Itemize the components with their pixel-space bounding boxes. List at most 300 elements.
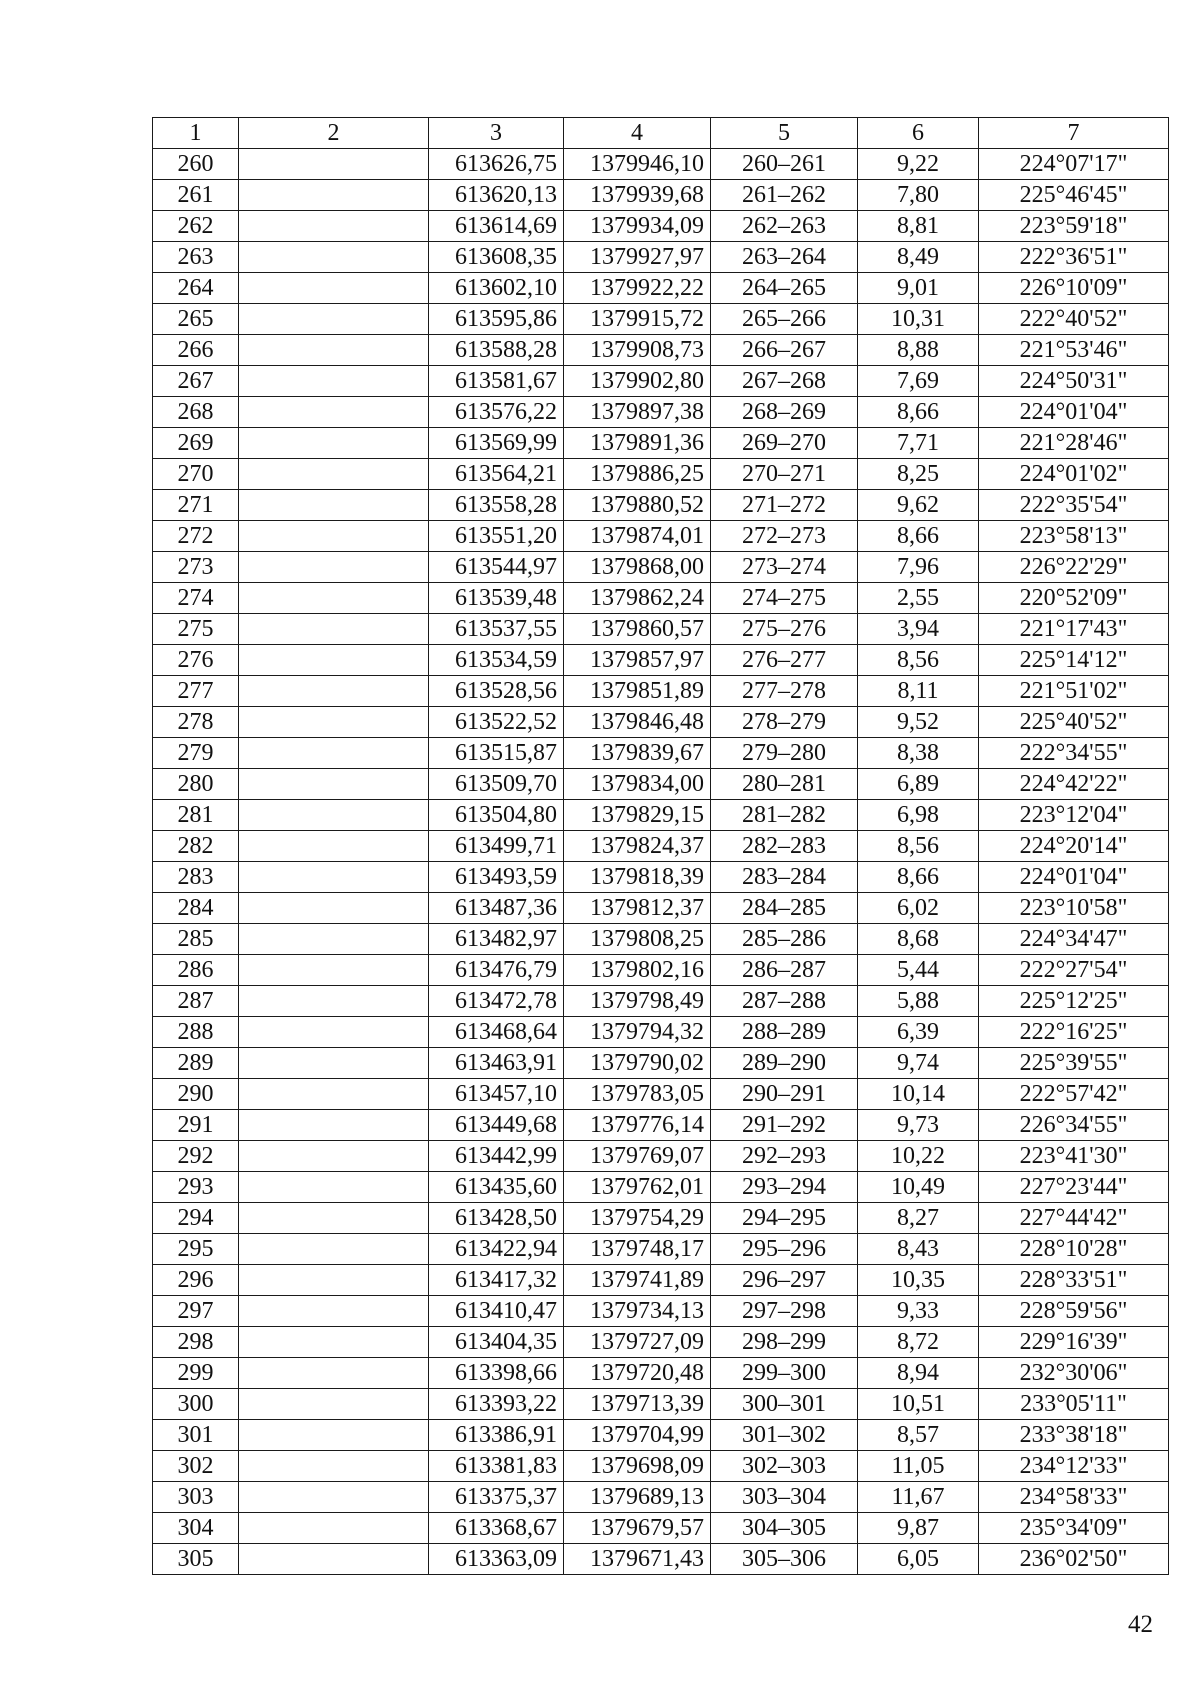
cell-column-2 <box>239 304 429 335</box>
cell-length: 8,94 <box>858 1358 979 1389</box>
cell-segment: 278–279 <box>711 707 858 738</box>
table-row <box>153 149 1169 180</box>
cell-length: 10,31 <box>858 304 979 335</box>
cell-y-coordinate: 1379860,57 <box>564 614 711 645</box>
cell-bearing: 223°10'58" <box>979 893 1169 924</box>
cell-segment: 276–277 <box>711 645 858 676</box>
table-row <box>153 242 1169 273</box>
cell-point-number: 298 <box>153 1327 239 1358</box>
cell-bearing: 222°36'51" <box>979 242 1169 273</box>
header-cell-segment: 5 <box>711 118 858 149</box>
cell-y-coordinate: 1379790,02 <box>564 1048 711 1079</box>
cell-segment: 275–276 <box>711 614 858 645</box>
cell-segment: 270–271 <box>711 459 858 490</box>
cell-y-coordinate: 1379698,09 <box>564 1451 711 1482</box>
cell-length: 8,88 <box>858 335 979 366</box>
table-row <box>153 1389 1169 1420</box>
cell-length: 9,52 <box>858 707 979 738</box>
cell-segment: 281–282 <box>711 800 858 831</box>
table-row <box>153 614 1169 645</box>
cell-column-2 <box>239 1513 429 1544</box>
cell-point-number: 286 <box>153 955 239 986</box>
cell-point-number: 285 <box>153 924 239 955</box>
cell-point-number: 260 <box>153 149 239 180</box>
cell-x-coordinate: 613393,22 <box>429 1389 564 1420</box>
cell-bearing: 224°50'31" <box>979 366 1169 397</box>
cell-x-coordinate: 613476,79 <box>429 955 564 986</box>
cell-bearing: 224°01'04" <box>979 397 1169 428</box>
cell-x-coordinate: 613487,36 <box>429 893 564 924</box>
cell-point-number: 293 <box>153 1172 239 1203</box>
cell-length: 7,80 <box>858 180 979 211</box>
cell-segment: 268–269 <box>711 397 858 428</box>
cell-bearing: 226°34'55" <box>979 1110 1169 1141</box>
cell-length: 6,39 <box>858 1017 979 1048</box>
cell-y-coordinate: 1379886,25 <box>564 459 711 490</box>
cell-length: 9,73 <box>858 1110 979 1141</box>
cell-x-coordinate: 613602,10 <box>429 273 564 304</box>
table-row <box>153 1234 1169 1265</box>
cell-point-number: 262 <box>153 211 239 242</box>
cell-x-coordinate: 613482,97 <box>429 924 564 955</box>
cell-x-coordinate: 613522,52 <box>429 707 564 738</box>
cell-column-2 <box>239 1172 429 1203</box>
cell-length: 9,62 <box>858 490 979 521</box>
cell-length: 8,25 <box>858 459 979 490</box>
cell-column-2 <box>239 583 429 614</box>
cell-column-2 <box>239 490 429 521</box>
cell-x-coordinate: 613499,71 <box>429 831 564 862</box>
cell-length: 8,66 <box>858 397 979 428</box>
table-row <box>153 1358 1169 1389</box>
cell-column-2 <box>239 1048 429 1079</box>
cell-point-number: 270 <box>153 459 239 490</box>
cell-column-2 <box>239 831 429 862</box>
cell-x-coordinate: 613435,60 <box>429 1172 564 1203</box>
cell-segment: 267–268 <box>711 366 858 397</box>
cell-y-coordinate: 1379946,10 <box>564 149 711 180</box>
table-row <box>153 1172 1169 1203</box>
cell-y-coordinate: 1379754,29 <box>564 1203 711 1234</box>
cell-y-coordinate: 1379818,39 <box>564 862 711 893</box>
table-row <box>153 1079 1169 1110</box>
cell-point-number: 274 <box>153 583 239 614</box>
cell-y-coordinate: 1379915,72 <box>564 304 711 335</box>
table-row <box>153 211 1169 242</box>
table-row <box>153 490 1169 521</box>
cell-bearing: 222°40'52" <box>979 304 1169 335</box>
cell-segment: 293–294 <box>711 1172 858 1203</box>
cell-column-2 <box>239 1296 429 1327</box>
cell-length: 8,72 <box>858 1327 979 1358</box>
table-row <box>153 676 1169 707</box>
cell-bearing: 233°38'18" <box>979 1420 1169 1451</box>
cell-y-coordinate: 1379897,38 <box>564 397 711 428</box>
cell-column-2 <box>239 1482 429 1513</box>
cell-x-coordinate: 613515,87 <box>429 738 564 769</box>
cell-y-coordinate: 1379939,68 <box>564 180 711 211</box>
table-row <box>153 1203 1169 1234</box>
cell-segment: 295–296 <box>711 1234 858 1265</box>
cell-bearing: 226°22'29" <box>979 552 1169 583</box>
cell-y-coordinate: 1379846,48 <box>564 707 711 738</box>
cell-x-coordinate: 613564,21 <box>429 459 564 490</box>
cell-bearing: 224°34'47" <box>979 924 1169 955</box>
cell-length: 7,96 <box>858 552 979 583</box>
table-row <box>153 1513 1169 1544</box>
cell-y-coordinate: 1379874,01 <box>564 521 711 552</box>
cell-column-2 <box>239 676 429 707</box>
cell-segment: 271–272 <box>711 490 858 521</box>
cell-x-coordinate: 613472,78 <box>429 986 564 1017</box>
cell-point-number: 302 <box>153 1451 239 1482</box>
cell-length: 8,38 <box>858 738 979 769</box>
table-row <box>153 552 1169 583</box>
cell-y-coordinate: 1379868,00 <box>564 552 711 583</box>
cell-bearing: 225°14'12" <box>979 645 1169 676</box>
cell-bearing: 223°59'18" <box>979 211 1169 242</box>
cell-y-coordinate: 1379783,05 <box>564 1079 711 1110</box>
cell-y-coordinate: 1379880,52 <box>564 490 711 521</box>
cell-y-coordinate: 1379839,67 <box>564 738 711 769</box>
table-row <box>153 180 1169 211</box>
cell-column-2 <box>239 149 429 180</box>
table-row <box>153 366 1169 397</box>
cell-column-2 <box>239 1203 429 1234</box>
cell-bearing: 226°10'09" <box>979 273 1169 304</box>
cell-bearing: 234°12'33" <box>979 1451 1169 1482</box>
cell-column-2 <box>239 1420 429 1451</box>
cell-length: 8,57 <box>858 1420 979 1451</box>
cell-column-2 <box>239 552 429 583</box>
table-row <box>153 397 1169 428</box>
cell-x-coordinate: 613468,64 <box>429 1017 564 1048</box>
table-row <box>153 583 1169 614</box>
cell-length: 10,51 <box>858 1389 979 1420</box>
cell-segment: 288–289 <box>711 1017 858 1048</box>
cell-bearing: 221°28'46" <box>979 428 1169 459</box>
cell-column-2 <box>239 707 429 738</box>
cell-point-number: 287 <box>153 986 239 1017</box>
cell-x-coordinate: 613463,91 <box>429 1048 564 1079</box>
cell-x-coordinate: 613569,99 <box>429 428 564 459</box>
cell-length: 2,55 <box>858 583 979 614</box>
cell-point-number: 290 <box>153 1079 239 1110</box>
cell-segment: 274–275 <box>711 583 858 614</box>
cell-segment: 269–270 <box>711 428 858 459</box>
cell-column-2 <box>239 397 429 428</box>
cell-y-coordinate: 1379769,07 <box>564 1141 711 1172</box>
cell-column-2 <box>239 800 429 831</box>
cell-length: 8,68 <box>858 924 979 955</box>
cell-length: 11,05 <box>858 1451 979 1482</box>
cell-length: 8,56 <box>858 831 979 862</box>
cell-length: 8,27 <box>858 1203 979 1234</box>
cell-point-number: 296 <box>153 1265 239 1296</box>
table-row <box>153 893 1169 924</box>
page-number: 42 <box>1128 1611 1153 1638</box>
cell-y-coordinate: 1379704,99 <box>564 1420 711 1451</box>
cell-segment: 264–265 <box>711 273 858 304</box>
table-row <box>153 924 1169 955</box>
cell-segment: 296–297 <box>711 1265 858 1296</box>
cell-x-coordinate: 613417,32 <box>429 1265 564 1296</box>
cell-segment: 301–302 <box>711 1420 858 1451</box>
cell-y-coordinate: 1379748,17 <box>564 1234 711 1265</box>
cell-bearing: 228°10'28" <box>979 1234 1169 1265</box>
cell-bearing: 225°39'55" <box>979 1048 1169 1079</box>
cell-point-number: 283 <box>153 862 239 893</box>
cell-segment: 294–295 <box>711 1203 858 1234</box>
cell-y-coordinate: 1379689,13 <box>564 1482 711 1513</box>
cell-length: 5,44 <box>858 955 979 986</box>
cell-x-coordinate: 613375,37 <box>429 1482 564 1513</box>
table-row <box>153 1420 1169 1451</box>
cell-x-coordinate: 613363,09 <box>429 1544 564 1575</box>
cell-point-number: 275 <box>153 614 239 645</box>
cell-y-coordinate: 1379679,57 <box>564 1513 711 1544</box>
table-row <box>153 1110 1169 1141</box>
cell-segment: 266–267 <box>711 335 858 366</box>
cell-segment: 290–291 <box>711 1079 858 1110</box>
cell-bearing: 234°58'33" <box>979 1482 1169 1513</box>
cell-bearing: 233°05'11" <box>979 1389 1169 1420</box>
cell-segment: 277–278 <box>711 676 858 707</box>
cell-bearing: 229°16'39" <box>979 1327 1169 1358</box>
cell-bearing: 223°58'13" <box>979 521 1169 552</box>
cell-segment: 292–293 <box>711 1141 858 1172</box>
table-row <box>153 1017 1169 1048</box>
cell-bearing: 221°53'46" <box>979 335 1169 366</box>
cell-y-coordinate: 1379908,73 <box>564 335 711 366</box>
cell-length: 6,05 <box>858 1544 979 1575</box>
cell-x-coordinate: 613608,35 <box>429 242 564 273</box>
cell-column-2 <box>239 521 429 552</box>
cell-segment: 287–288 <box>711 986 858 1017</box>
cell-length: 8,66 <box>858 862 979 893</box>
cell-point-number: 278 <box>153 707 239 738</box>
table-row <box>153 1048 1169 1079</box>
cell-length: 9,33 <box>858 1296 979 1327</box>
table-row <box>153 831 1169 862</box>
cell-length: 9,87 <box>858 1513 979 1544</box>
table-row <box>153 1482 1169 1513</box>
cell-point-number: 263 <box>153 242 239 273</box>
cell-segment: 305–306 <box>711 1544 858 1575</box>
cell-point-number: 297 <box>153 1296 239 1327</box>
cell-column-2 <box>239 273 429 304</box>
table-row <box>153 1451 1169 1482</box>
cell-segment: 282–283 <box>711 831 858 862</box>
cell-point-number: 305 <box>153 1544 239 1575</box>
cell-x-coordinate: 613509,70 <box>429 769 564 800</box>
cell-column-2 <box>239 955 429 986</box>
cell-column-2 <box>239 614 429 645</box>
cell-point-number: 273 <box>153 552 239 583</box>
cell-bearing: 222°35'54" <box>979 490 1169 521</box>
cell-point-number: 265 <box>153 304 239 335</box>
cell-point-number: 280 <box>153 769 239 800</box>
cell-segment: 286–287 <box>711 955 858 986</box>
cell-segment: 297–298 <box>711 1296 858 1327</box>
cell-length: 10,14 <box>858 1079 979 1110</box>
cell-segment: 279–280 <box>711 738 858 769</box>
cell-y-coordinate: 1379812,37 <box>564 893 711 924</box>
cell-x-coordinate: 613449,68 <box>429 1110 564 1141</box>
cell-y-coordinate: 1379902,80 <box>564 366 711 397</box>
cell-x-coordinate: 613528,56 <box>429 676 564 707</box>
cell-point-number: 289 <box>153 1048 239 1079</box>
cell-bearing: 224°20'14" <box>979 831 1169 862</box>
cell-segment: 284–285 <box>711 893 858 924</box>
cell-x-coordinate: 613493,59 <box>429 862 564 893</box>
cell-x-coordinate: 613504,80 <box>429 800 564 831</box>
cell-bearing: 224°07'17" <box>979 149 1169 180</box>
cell-bearing: 225°40'52" <box>979 707 1169 738</box>
cell-segment: 261–262 <box>711 180 858 211</box>
table-row <box>153 304 1169 335</box>
cell-bearing: 224°01'02" <box>979 459 1169 490</box>
cell-y-coordinate: 1379802,16 <box>564 955 711 986</box>
cell-x-coordinate: 613558,28 <box>429 490 564 521</box>
cell-point-number: 281 <box>153 800 239 831</box>
cell-x-coordinate: 613581,67 <box>429 366 564 397</box>
table-row <box>153 955 1169 986</box>
table-row <box>153 1327 1169 1358</box>
cell-column-2 <box>239 1327 429 1358</box>
cell-length: 8,66 <box>858 521 979 552</box>
cell-y-coordinate: 1379741,89 <box>564 1265 711 1296</box>
cell-length: 6,98 <box>858 800 979 831</box>
cell-segment: 299–300 <box>711 1358 858 1389</box>
cell-segment: 260–261 <box>711 149 858 180</box>
cell-y-coordinate: 1379671,43 <box>564 1544 711 1575</box>
cell-segment: 280–281 <box>711 769 858 800</box>
cell-bearing: 222°27'54" <box>979 955 1169 986</box>
cell-point-number: 294 <box>153 1203 239 1234</box>
table-row <box>153 738 1169 769</box>
cell-column-2 <box>239 335 429 366</box>
cell-bearing: 222°34'55" <box>979 738 1169 769</box>
cell-length: 9,01 <box>858 273 979 304</box>
cell-y-coordinate: 1379713,39 <box>564 1389 711 1420</box>
cell-length: 8,49 <box>858 242 979 273</box>
cell-point-number: 291 <box>153 1110 239 1141</box>
cell-point-number: 292 <box>153 1141 239 1172</box>
header-cell-point-number: 1 <box>153 118 239 149</box>
cell-x-coordinate: 613576,22 <box>429 397 564 428</box>
cell-column-2 <box>239 211 429 242</box>
cell-column-2 <box>239 1358 429 1389</box>
cell-x-coordinate: 613620,13 <box>429 180 564 211</box>
header-cell-bearing: 7 <box>979 118 1169 149</box>
cell-column-2 <box>239 1389 429 1420</box>
cell-y-coordinate: 1379922,22 <box>564 273 711 304</box>
table-row <box>153 769 1169 800</box>
cell-column-2 <box>239 986 429 1017</box>
cell-column-2 <box>239 1110 429 1141</box>
cell-length: 8,11 <box>858 676 979 707</box>
cell-point-number: 303 <box>153 1482 239 1513</box>
cell-segment: 289–290 <box>711 1048 858 1079</box>
cell-column-2 <box>239 1234 429 1265</box>
cell-point-number: 268 <box>153 397 239 428</box>
cell-bearing: 225°46'45" <box>979 180 1169 211</box>
cell-y-coordinate: 1379798,49 <box>564 986 711 1017</box>
cell-x-coordinate: 613386,91 <box>429 1420 564 1451</box>
cell-point-number: 282 <box>153 831 239 862</box>
cell-column-2 <box>239 1265 429 1296</box>
cell-y-coordinate: 1379794,32 <box>564 1017 711 1048</box>
cell-column-2 <box>239 769 429 800</box>
cell-x-coordinate: 613588,28 <box>429 335 564 366</box>
cell-bearing: 227°23'44" <box>979 1172 1169 1203</box>
cell-y-coordinate: 1379927,97 <box>564 242 711 273</box>
table-row <box>153 1265 1169 1296</box>
cell-bearing: 235°34'09" <box>979 1513 1169 1544</box>
cell-length: 8,56 <box>858 645 979 676</box>
cell-column-2 <box>239 893 429 924</box>
table-row <box>153 862 1169 893</box>
cell-y-coordinate: 1379829,15 <box>564 800 711 831</box>
cell-point-number: 276 <box>153 645 239 676</box>
cell-point-number: 269 <box>153 428 239 459</box>
cell-bearing: 224°01'04" <box>979 862 1169 893</box>
cell-segment: 298–299 <box>711 1327 858 1358</box>
cell-y-coordinate: 1379720,48 <box>564 1358 711 1389</box>
table-row <box>153 459 1169 490</box>
cell-x-coordinate: 613457,10 <box>429 1079 564 1110</box>
table-row <box>153 428 1169 459</box>
cell-bearing: 236°02'50" <box>979 1544 1169 1575</box>
header-cell-2: 2 <box>239 118 429 149</box>
cell-x-coordinate: 613614,69 <box>429 211 564 242</box>
cell-x-coordinate: 613534,59 <box>429 645 564 676</box>
cell-column-2 <box>239 1079 429 1110</box>
cell-bearing: 220°52'09" <box>979 583 1169 614</box>
header-cell-x-coordinate: 3 <box>429 118 564 149</box>
cell-segment: 283–284 <box>711 862 858 893</box>
cell-length: 9,74 <box>858 1048 979 1079</box>
cell-length: 8,43 <box>858 1234 979 1265</box>
cell-length: 6,89 <box>858 769 979 800</box>
cell-segment: 303–304 <box>711 1482 858 1513</box>
cell-length: 9,22 <box>858 149 979 180</box>
cell-bearing: 224°42'22" <box>979 769 1169 800</box>
table-row <box>153 273 1169 304</box>
cell-length: 5,88 <box>858 986 979 1017</box>
cell-y-coordinate: 1379862,24 <box>564 583 711 614</box>
cell-bearing: 223°12'04" <box>979 800 1169 831</box>
table-row <box>153 335 1169 366</box>
cell-x-coordinate: 613398,66 <box>429 1358 564 1389</box>
cell-x-coordinate: 613428,50 <box>429 1203 564 1234</box>
cell-column-2 <box>239 645 429 676</box>
cell-segment: 291–292 <box>711 1110 858 1141</box>
cell-point-number: 279 <box>153 738 239 769</box>
cell-column-2 <box>239 1451 429 1482</box>
cell-segment: 300–301 <box>711 1389 858 1420</box>
cell-x-coordinate: 613368,67 <box>429 1513 564 1544</box>
cell-column-2 <box>239 366 429 397</box>
cell-y-coordinate: 1379934,09 <box>564 211 711 242</box>
table-row <box>153 707 1169 738</box>
header-cell-y-coordinate: 4 <box>564 118 711 149</box>
cell-x-coordinate: 613381,83 <box>429 1451 564 1482</box>
cell-y-coordinate: 1379734,13 <box>564 1296 711 1327</box>
cell-bearing: 232°30'06" <box>979 1358 1169 1389</box>
cell-y-coordinate: 1379727,09 <box>564 1327 711 1358</box>
